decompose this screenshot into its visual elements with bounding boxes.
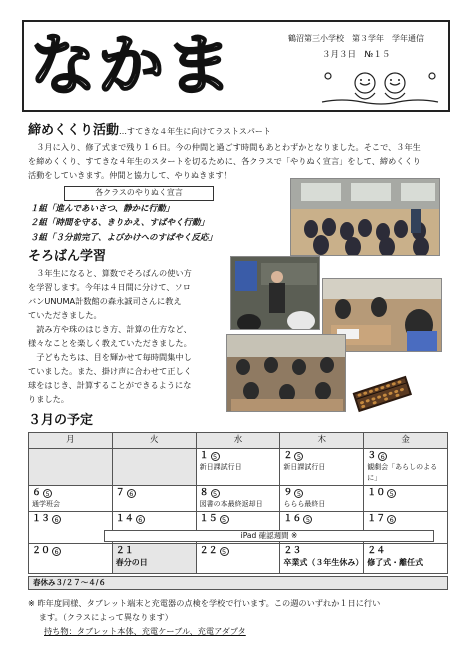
abacus-line: 読み方や珠のはじき方、計算の仕方など、 [28, 324, 192, 334]
calendar-cell [29, 512, 113, 544]
calendar-cell [364, 486, 448, 512]
closing-line: を締めくくり、すてきな４年生のスタートを切るために、各クラスで「やりぬく宣言」をして、締めくくり [28, 156, 421, 166]
calendar-cell-empty [29, 449, 113, 486]
closing-line: ３月に入り、修了式まで残り１６日。今の仲間と過ごす時間もあとわずかとなりました。そこで、３年生 [28, 142, 421, 152]
abacus-line: バンUNUMA計数館の森永誠司さんに教え [28, 296, 182, 306]
weekday-header: 月 [29, 433, 113, 449]
abacus-line: 子どもたちは、目を輝かせて毎時間集中し [28, 352, 192, 362]
children-illustration-icon [320, 68, 440, 108]
newsletter-header [22, 20, 450, 112]
hours-badge: 6 [136, 515, 145, 524]
hours-badge: 5 [303, 515, 312, 524]
closing-title: 締めくくり活動 [28, 123, 120, 138]
closing-subtitle: …すてきな４年生に向けてラストスパート [119, 127, 271, 136]
calendar-cell [364, 544, 448, 574]
day-number: ７ [115, 488, 125, 498]
calendar-event: 新日課試行日 [199, 463, 242, 471]
classroom-abacus-photo [226, 334, 346, 412]
school-name: 鶴沼第三小学校 第３学年 学年通信 [288, 34, 424, 43]
hours-badge: 5 [387, 489, 396, 498]
abacus-body [28, 266, 228, 406]
hours-badge: 5 [43, 489, 52, 498]
abacus-line: りました。 [28, 394, 69, 404]
hours-badge: 6 [52, 547, 61, 556]
hours-badge: 5 [211, 452, 220, 461]
day-number: １３ [32, 514, 51, 524]
calendar-cell [196, 449, 280, 486]
note-line: ます。（クラスによって異なります） [28, 612, 173, 622]
calendar-cell [196, 544, 280, 574]
hours-badge: 6 [378, 452, 387, 461]
hours-badge: 6 [127, 489, 136, 498]
calendar-event: 春分の日 [115, 558, 148, 567]
tablet-check-note [28, 596, 448, 638]
hours-badge: 6 [52, 515, 61, 524]
section-title-abacus: そろばん学習 [28, 249, 107, 264]
abacus-line: ていただきました。 [28, 310, 102, 320]
calendar-cell [364, 449, 448, 486]
weekday-header: 木 [280, 433, 364, 449]
day-number: ９ [283, 488, 293, 498]
day-number: ２３ [283, 546, 302, 556]
day-number: ２１ [115, 546, 134, 556]
masthead-title: なかま [30, 27, 234, 104]
hours-badge: 5 [211, 489, 220, 498]
calendar-cell [29, 486, 113, 512]
day-number: １６ [283, 514, 302, 524]
calendar-event: 卒業式（３年生休み） [283, 558, 364, 567]
weekday-header: 金 [364, 433, 448, 449]
calendar-weekday-row [29, 433, 448, 449]
weekday-header: 水 [196, 433, 280, 449]
abacus-line: ていました。また、掛け声に合わせて正しく [28, 366, 192, 376]
slogan-class-2: ２組「時間を守る、きりかえ、すばやく行動」 [30, 218, 210, 229]
calendar-cell [280, 544, 364, 574]
calendar-cell-empty [112, 449, 196, 486]
hours-badge: 6 [387, 515, 396, 524]
calendar-event: 新日課試行日 [283, 463, 326, 471]
ipad-check-week-banner: iPad 確認週間 ※ [104, 530, 434, 542]
abacus-line: を学習します。今年は４日間に分けて、ソロ [28, 282, 191, 292]
calendar-title: ３月の予定 [28, 413, 94, 428]
slogan-caption: 各クラスのやりぬく宣言 [64, 186, 214, 201]
hours-badge: 5 [294, 452, 303, 461]
class-slogans [30, 186, 280, 244]
day-number: １ [199, 451, 209, 461]
day-number: １５ [199, 514, 218, 524]
abacus-icon [350, 370, 414, 416]
calendar-event: 観劇会「あらしのよるに」 [367, 463, 438, 482]
day-number: １４ [115, 514, 134, 524]
closing-line: 活動をしていきます。仲間と協力して、やりぬきます！ [28, 170, 232, 180]
section-title-closing-activities [28, 122, 271, 140]
closing-body [28, 140, 448, 182]
day-number: １０ [367, 488, 386, 498]
day-number: ２０ [32, 546, 51, 556]
calendar-week-row [29, 449, 448, 486]
abacus-line: 球をはじき、計算することができるようにな [28, 380, 192, 390]
calendar-event: 修了式・離任式 [367, 558, 424, 567]
day-number: ６ [32, 488, 42, 498]
calendar-week-row [29, 486, 448, 512]
calendar-event: 通学班会 [32, 500, 60, 508]
calendar-week-row [29, 544, 448, 574]
hours-badge: 5 [294, 489, 303, 498]
abacus-teacher-photo [230, 256, 320, 330]
calendar-cell-holiday [112, 544, 196, 574]
calendar-cell [196, 486, 280, 512]
slogan-class-3: ３組「３分前完了、よびかけへのすばやく反応」 [30, 232, 218, 243]
day-number: ３ [367, 451, 377, 461]
day-number: ２２ [199, 546, 218, 556]
hours-badge: 5 [220, 547, 229, 556]
slogan-class-1: １組「進んであいさつ、静かに行動」 [30, 203, 175, 214]
calendar-event: 図書の本最終返却日 [199, 500, 263, 508]
day-number: ２ [283, 451, 293, 461]
calendar-cell [29, 544, 113, 574]
calendar-event: ららら最終日 [283, 500, 326, 508]
march-calendar [28, 432, 448, 574]
spring-break-banner: 春休み３/２７～４/６ [28, 576, 448, 590]
calendar-cell [280, 486, 364, 512]
note-line: ※ 昨年度同様、タブレット端末と充電器の点検を学校で行います。この週のいずれか１日に行い [28, 598, 381, 608]
abacus-line: ３年生になると、算数でそろばんの使い方 [28, 268, 192, 278]
calendar-cell [112, 486, 196, 512]
items-to-bring: 持ち物：タブレット本体、充電ケーブル、充電アダプタ [44, 626, 246, 636]
day-number: １７ [367, 514, 386, 524]
hours-badge: 5 [220, 515, 229, 524]
issue-date: ３月３日 №１５ [322, 50, 391, 60]
gym-assembly-photo [290, 178, 440, 256]
weekday-header: 火 [112, 433, 196, 449]
day-number: ８ [199, 488, 209, 498]
calendar-cell [280, 449, 364, 486]
abacus-line: 様々なことを楽しく教えていただきました。 [28, 338, 192, 348]
day-number: ２４ [367, 546, 386, 556]
